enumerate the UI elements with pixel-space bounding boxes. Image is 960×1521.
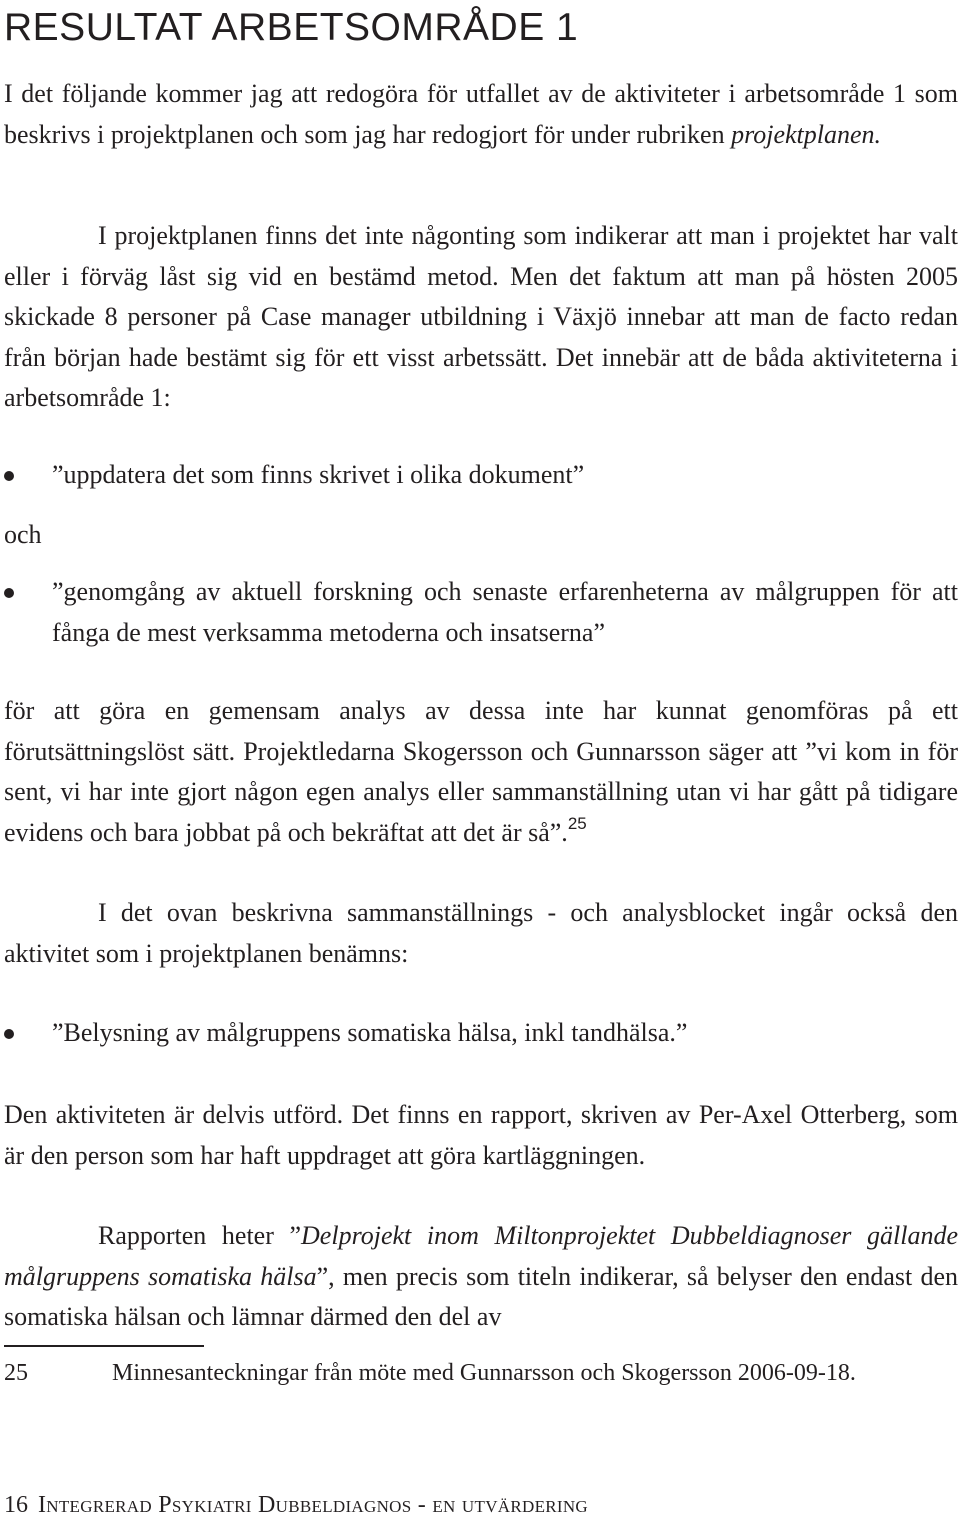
paragraph-method: I projektplanen finns det inte någonting som indikerar att man i projektet har valt eller i förväg låst sig vid en bestämd metod. Men det faktum att man på hösten 2005 skickade 8 personer på Case manager utbildning i Växjö innebar att man de facto redan från början hade bestämt sig för ett visst arbetssätt. Det innebär att de båda aktiviteterna i arbetsområde 1: [4,221,958,412]
paragraph-activity: I det ovan beskrivna sammanställnings - och analysblocket ingår också den aktivitet som i projektplanen benämns: [4,898,958,968]
paragraph-analysis-text: för att göra en gemensam analys av dessa inte har kunnat genomföras på ett förutsättningslöst sätt. Projektledarna Skogersson och Gunnarsson säger att ”vi kom in för sent, vi har inte gjort någon egen analys eller sammanställning utan vi har gått på tidigare evidens och bara jobbat på och bekräftat att det är så”. [4,696,958,847]
footnote-divider [4,1345,204,1347]
bullet-text: ”uppdatera det som finns skrivet i olika dokument” [52,460,585,489]
intro-italic: projektplanen. [731,119,882,149]
paragraph-report: Den aktiviteten är delvis utförd. Det finns en rapport, skriven av Per-Axel Otterberg, som är den person som har haft uppdraget att göra kartläggningen. [4,1100,958,1170]
footnote-text: Minnesanteckningar från möte med Gunnarsson och Skogersson 2006-09-18. [112,1360,856,1386]
bullet-icon [4,588,14,598]
footnote-reference: 25 [567,813,587,833]
intro-paragraph [4,74,958,155]
page-number: 16 [4,1492,28,1518]
bullet-icon [4,1029,14,1039]
paragraph-analysis [4,691,958,856]
section-heading: RESULTAT ARBETSOMRÅDE 1 [4,6,579,49]
report-text-post: ”, men precis som titeln indikerar, så belyser den endast den somatiska hälsan och lämnar därmed den del av [4,1261,959,1331]
bullet-text: ”genomgång av aktuell forskning och senaste erfarenheterna av målgruppen för att fånga de mest verksamma metoderna och insatserna” [52,577,958,647]
report-text-pre: Rapporten heter ” [98,1221,302,1250]
footnote-number: 25 [4,1360,28,1386]
paragraph-report-title [4,1216,958,1338]
och-label: och [4,520,42,549]
report-title-italic: Delprojekt inom Miltonprojektet Dubbeldiagnoser gällande målgruppens somatiska hälsa [4,1221,958,1291]
bullet-text: ”Belysning av målgruppens somatiska hälsa, inkl tandhälsa.” [52,1018,688,1047]
bullet-icon [4,471,14,481]
publication-title: Integrerad Psykiatri Dubbeldiagnos - en utvärdering [38,1492,589,1518]
running-footer [4,1490,588,1520]
intro-text: I det följande kommer jag att redogöra för utfallet av de aktiviteter i arbetsområde 1 som beskrivs i projektplanen och som jag har redogjort för under rubriken [4,79,958,149]
